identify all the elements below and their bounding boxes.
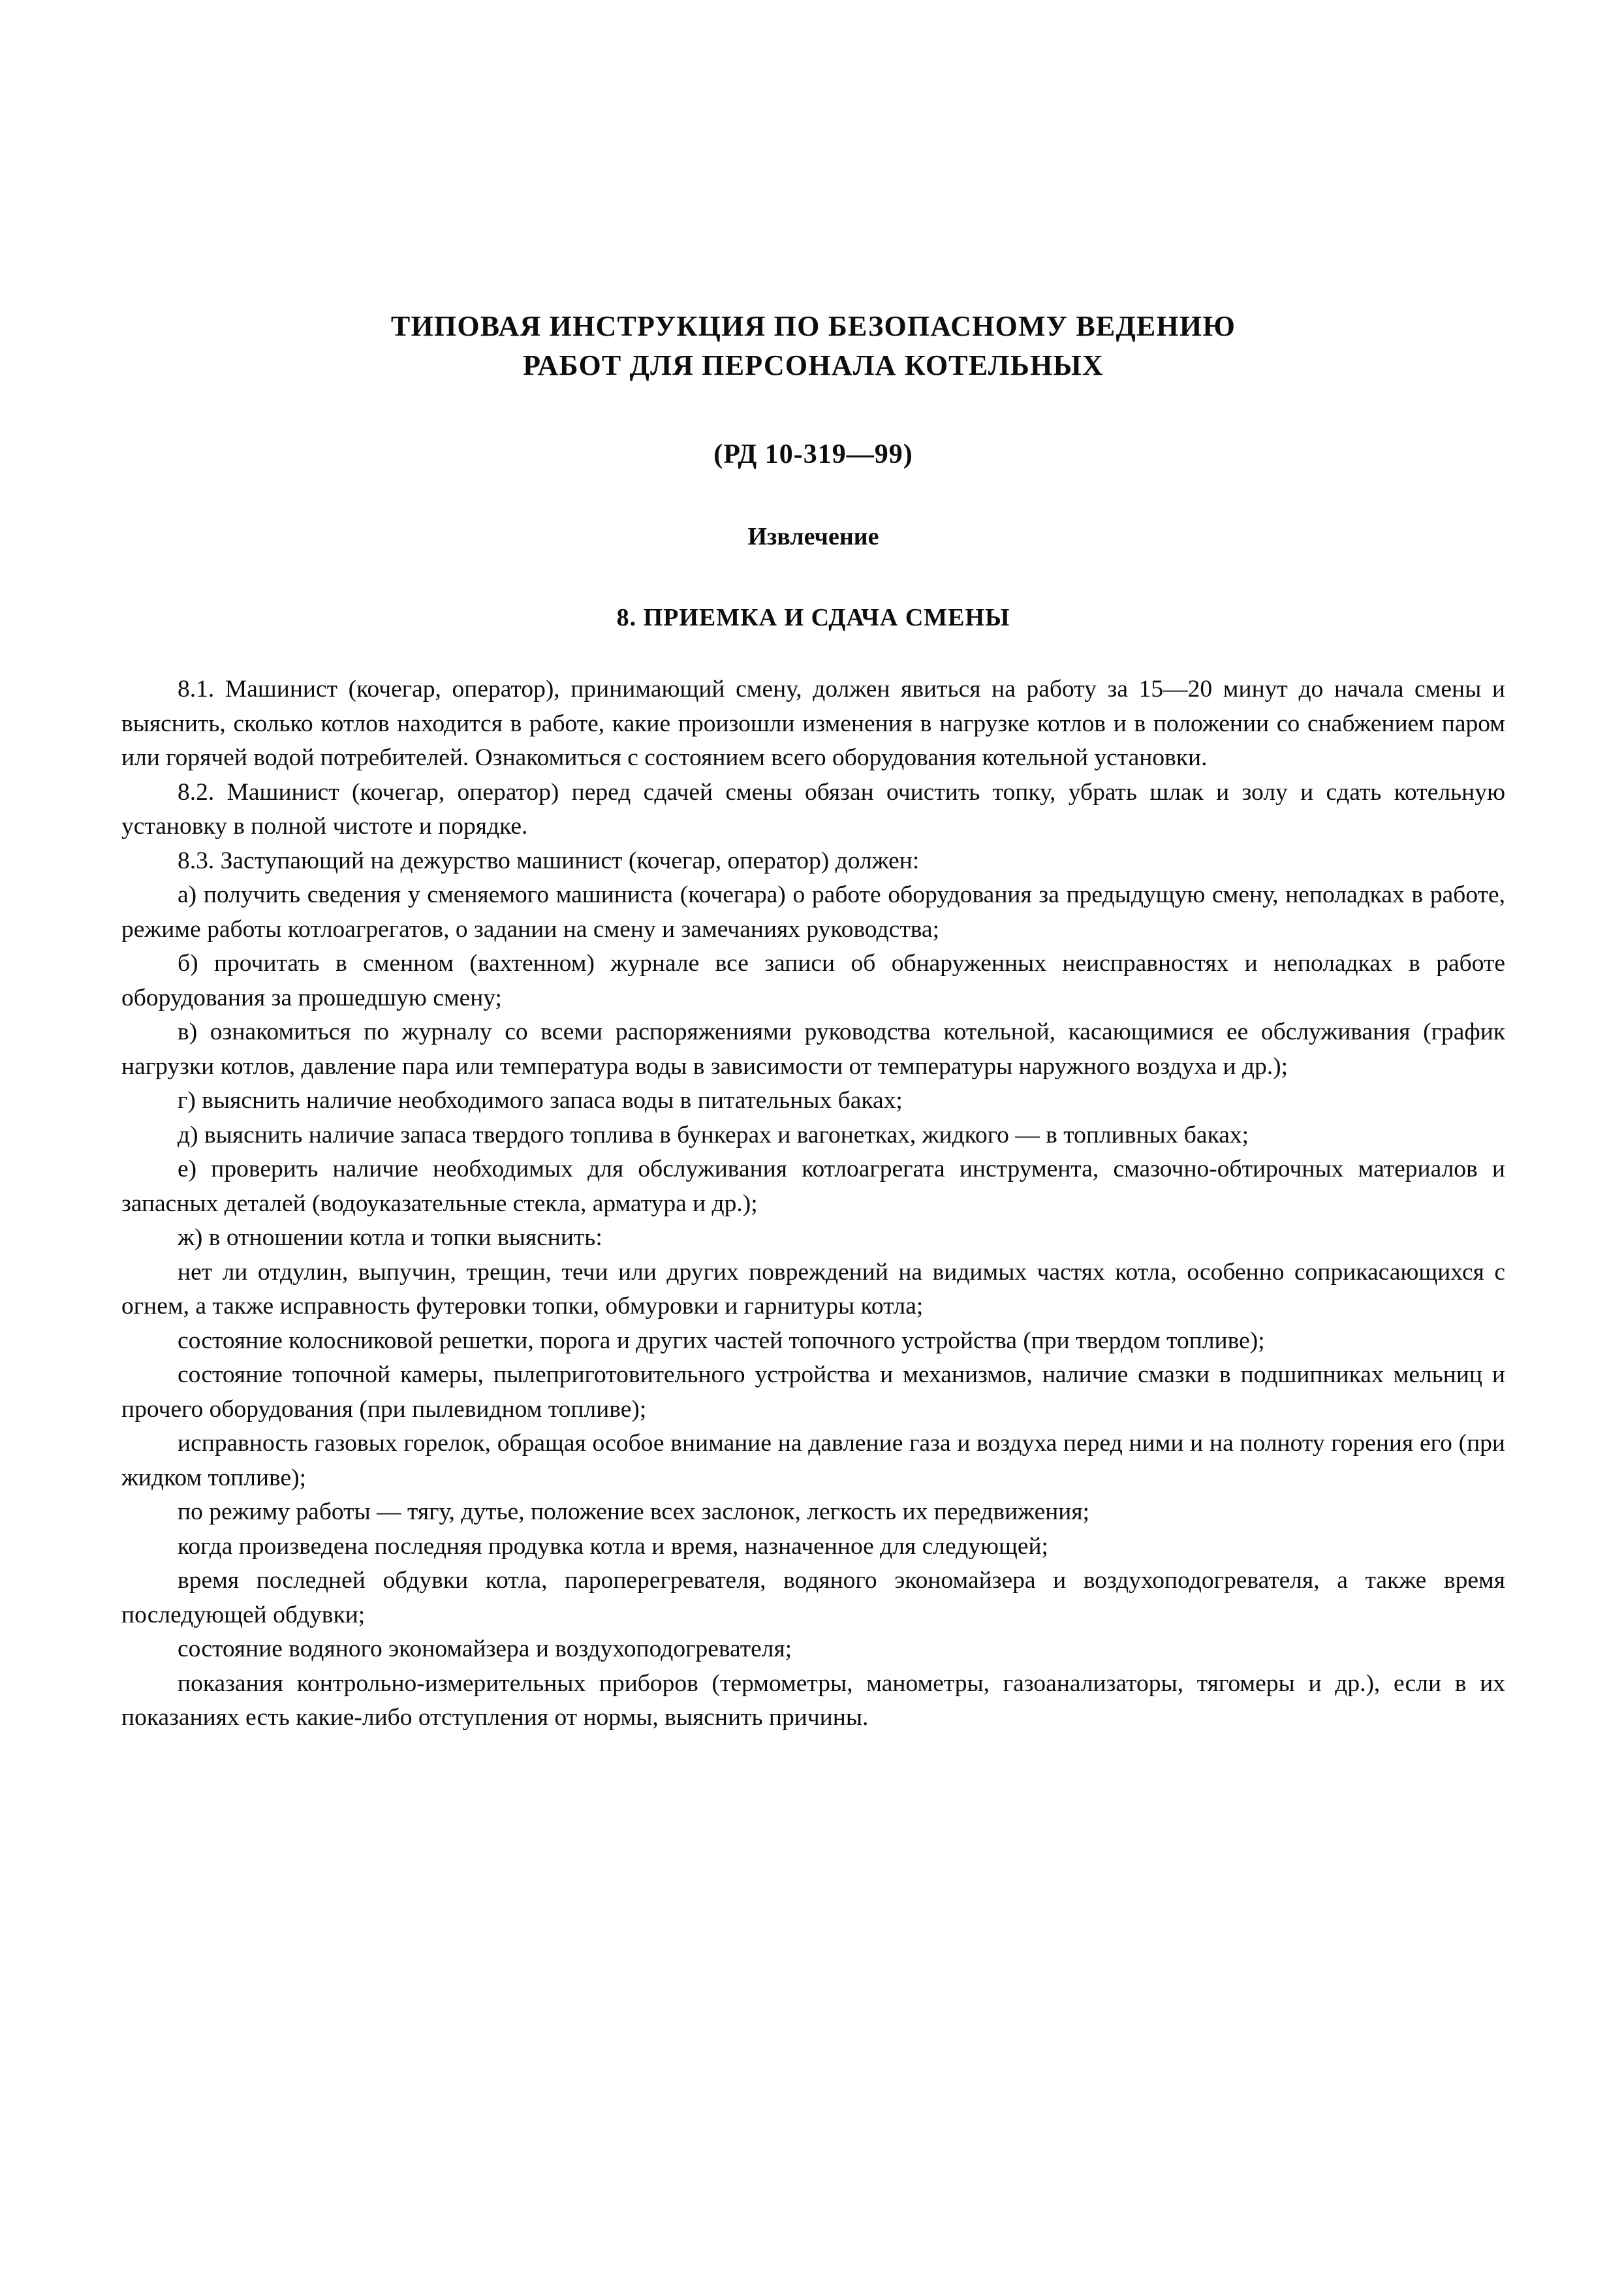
section-heading: 8. ПРИЕМКА И СДАЧА СМЕНЫ <box>616 604 1010 631</box>
paragraph: время последней обдувки котла, пароперегревателя, водяного экономайзера и воздухоподогревателя, а также время последующей обдувки; <box>121 1567 1505 1628</box>
paragraph: а) получить сведения у сменяемого машиниста (кочегара) о работе оборудования за предыдущую смену, неполадках в работе, режиме работы котлоагрегатов, о задании на смену и замечаниях руководства; <box>121 881 1505 943</box>
document-body <box>121 672 1505 1735</box>
paragraph: когда произведена последняя продувка котла и время, назначенное для следующей; <box>178 1532 1048 1560</box>
paragraph: г) выяснить наличие необходимого запаса воды в питательных баках; <box>178 1087 903 1114</box>
paragraph: по режиму работы — тягу, дутье, положение всех заслонок, легкость их передвижения; <box>178 1498 1090 1525</box>
document-code: (РД 10-319—99) <box>713 439 913 469</box>
document-title-line-1: ТИПОВАЯ ИНСТРУКЦИЯ ПО БЕЗОПАСНОМУ ВЕДЕНИЮ <box>390 310 1236 342</box>
paragraph: состояние водяного экономайзера и воздухоподогревателя; <box>178 1636 792 1662</box>
paragraph: состояние топочной камеры, пылеприготовительного устройства и механизмов, наличие смазки в подшипниках мельниц и прочего оборудования (при пылевидном топливе); <box>121 1361 1505 1423</box>
paragraph: 8.2. Машинист (кочегар, оператор) перед сдачей смены обязан очистить топку, убрать шлак и золу и сдать котельную установку в полной чистоте и порядке. <box>121 778 1505 840</box>
paragraph: 8.3. Заступающий на дежурство машинист (кочегар, оператор) должен: <box>178 847 920 874</box>
document-title <box>121 307 1505 385</box>
paragraph: состояние колосниковой решетки, порога и других частей топочного устройства (при твердом топливе); <box>178 1327 1265 1354</box>
paragraph: б) прочитать в сменном (вахтенном) журнале все записи об обнаруженных неисправностях и неполадках в работе оборудования за прошедшую смену; <box>121 950 1505 1011</box>
paragraph: в) ознакомиться по журналу со всеми распоряжениями руководства котельной, касающимися ее обслуживания (график нагрузки котлов, давление пара или температура воды в зависимости от температуры наружного воздуха и др.); <box>121 1019 1505 1080</box>
paragraph: исправность газовых горелок, обращая особое внимание на давление газа и воздуха перед ними и на полноту горения его (при жидком топливе); <box>121 1430 1505 1491</box>
paragraph: ж) в отношении котла и топки выяснить: <box>178 1224 602 1251</box>
paragraph: показания контрольно-измерительных приборов (термометры, манометры, газоанализаторы, тягомеры и др.), если в их показаниях есть какие-либо отступления от нормы, выяснить причины. <box>121 1669 1505 1731</box>
document-extract-label: Извлечение <box>747 523 879 550</box>
paragraph: нет ли отдулин, выпучин, трещин, течи или других повреждений на видимых частях котла, особенно соприкасающихся с огнем, а также исправность футеровки топки, обмуровки и гарнитуры котла; <box>121 1258 1505 1320</box>
paragraph: е) проверить наличие необходимых для обслуживания котлоагрегата инструмента, смазочно-обтирочных материалов и запасных деталей (водоуказательные стекла, арматура и др.); <box>121 1156 1505 1217</box>
paragraph: д) выяснить наличие запаса твердого топлива в бункерах и вагонетках, жидкого — в топливных баках; <box>178 1121 1249 1148</box>
paragraph: 8.1. Машинист (кочегар, оператор), принимающий смену, должен явиться на работу за 15—20 минут до начала смены и выяснить, сколько котлов находится в работе, какие произошли изменения в нагрузке котлов и в положении со снабжением паром или горячей водой потребителей. Ознакомиться с состоянием всего оборудования котельной установки. <box>121 676 1505 771</box>
document-content <box>121 307 1505 1735</box>
document-title-line-2: РАБОТ ДЛЯ ПЕРСОНАЛА КОТЕЛЬНЫХ <box>523 349 1104 381</box>
